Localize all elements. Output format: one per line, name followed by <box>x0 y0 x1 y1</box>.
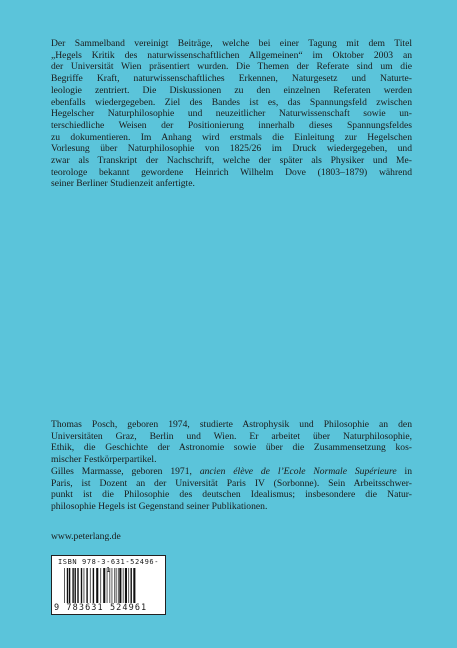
barcode-bar <box>75 568 76 606</box>
author-bio-posch <box>51 419 412 466</box>
text-line: Thomas Posch, geboren 1974, studierte Astrophysik und Philosophie an den <box>51 419 412 430</box>
text-line: der Universität Wien präsentiert wurden. Die Themen der Referate sind um die <box>51 61 412 73</box>
text-line: punkt ist die Philosophie des deutschen Idealismus; insbesondere die Natur- <box>51 489 412 501</box>
barcode-bar <box>118 568 119 606</box>
text-line: ebenfalls wiedergegeben. Ziel des Bandes ist es, das Spannungsfeld zwischen <box>51 96 412 108</box>
barcode-bar <box>69 568 70 606</box>
barcode-bar <box>119 568 121 606</box>
barcode-bar <box>123 568 124 606</box>
isbn-barcode <box>51 555 166 615</box>
text-line: Der Sammelband vereinigt Beiträge, welche bei einer Tagung mit dem Titel <box>51 38 412 49</box>
barcode-bar <box>128 568 129 606</box>
barcode-bar <box>96 568 98 606</box>
text-line: Paris, ist Dozent an der Universität Paris IV (Sorbonne). Sein Arbeitsschwer- <box>51 477 412 489</box>
book-summary <box>51 38 412 190</box>
text-line: „Hegels Kritik des naturwissenschaftlichen Allgemeinen“ im Oktober 2003 an <box>51 49 412 61</box>
marmasse-first-line <box>51 466 412 478</box>
text-line: seiner Berliner Studienzeit anfertigte. <box>51 178 195 190</box>
text-line: Ethik, die Geschichte der Astronomie sowie über die Zusammensetzung kos- <box>51 442 412 454</box>
barcode-bar <box>107 568 108 606</box>
text-line: teorologe bekannt gewordene Heinrich Wilhelm Dove (1803–1879) während <box>51 166 412 178</box>
barcode-bar <box>72 568 73 606</box>
text-line: terschiedliche Weisen der Positionierung innerhalb dieses Spannungsfeldes <box>51 119 412 131</box>
barcode-bar <box>67 568 68 606</box>
text-line: zwar als Transkript der Nachschrift, welche der später als Physiker und Me- <box>51 155 412 167</box>
barcode-bar <box>116 568 117 606</box>
barcode-bar <box>64 568 65 606</box>
author-bios <box>51 419 412 513</box>
barcode-bars <box>62 568 156 606</box>
barcode-bar <box>131 568 132 606</box>
summary-paragraph <box>51 38 412 190</box>
barcode-bar <box>81 568 82 606</box>
text-line: leologie zentriert. Die Diskussionen zu den einzelnen Referaten werden <box>51 84 412 96</box>
text-line: Begriffe Kraft, naturwissenschaftliches Erkennen, Naturgesetz und Naturte- <box>51 73 412 85</box>
marmasse-prefix: Gilles Marmasse, geboren 1971, <box>51 465 192 477</box>
author-bio-marmasse <box>51 466 412 513</box>
isbn-label: ISBN 978-3-631-52496-1 <box>57 558 160 574</box>
barcode-bar <box>110 568 111 606</box>
barcode-bar <box>77 568 78 606</box>
text-line: Universitäten Graz, Berlin und Wien. Er arbeitet über Naturphilosophie, <box>51 430 412 442</box>
barcode-bar <box>133 568 135 606</box>
text-line: mischer Festkörperpartikel. <box>51 454 157 466</box>
barcode-bar <box>93 568 94 606</box>
barcode-bar <box>86 568 87 606</box>
barcode-bar <box>125 568 127 606</box>
text-line: Hegelscher Naturphilosophie und neuzeitlicher Naturwissenschaft sowie un- <box>51 108 412 120</box>
marmasse-suffix: in <box>404 465 412 477</box>
barcode-bar <box>100 568 101 606</box>
barcode-bar <box>114 568 115 606</box>
website-text[interactable]: www.peterlang.de <box>51 531 121 542</box>
barcode-bar <box>112 568 113 606</box>
website-link[interactable] <box>51 531 412 543</box>
barcode-bar <box>103 568 105 606</box>
text-line: Vorlesung über Naturphilosophie von 1825/26 im Druck wiedergegeben, und <box>51 143 412 155</box>
text-line: zu dokumentieren. Im Anhang wird erstmals die Einleitung zur Hegelschen <box>51 131 412 143</box>
barcode-bar <box>90 568 91 606</box>
barcode-bar <box>84 568 85 606</box>
barcode-digits: 9 783631 524961 <box>54 603 163 613</box>
marmasse-italic: ancien élève de l’Ecole Normale Supérieure <box>199 465 397 477</box>
text-line: philosophie Hegels ist Gegenstand seiner Publikationen. <box>51 500 268 512</box>
